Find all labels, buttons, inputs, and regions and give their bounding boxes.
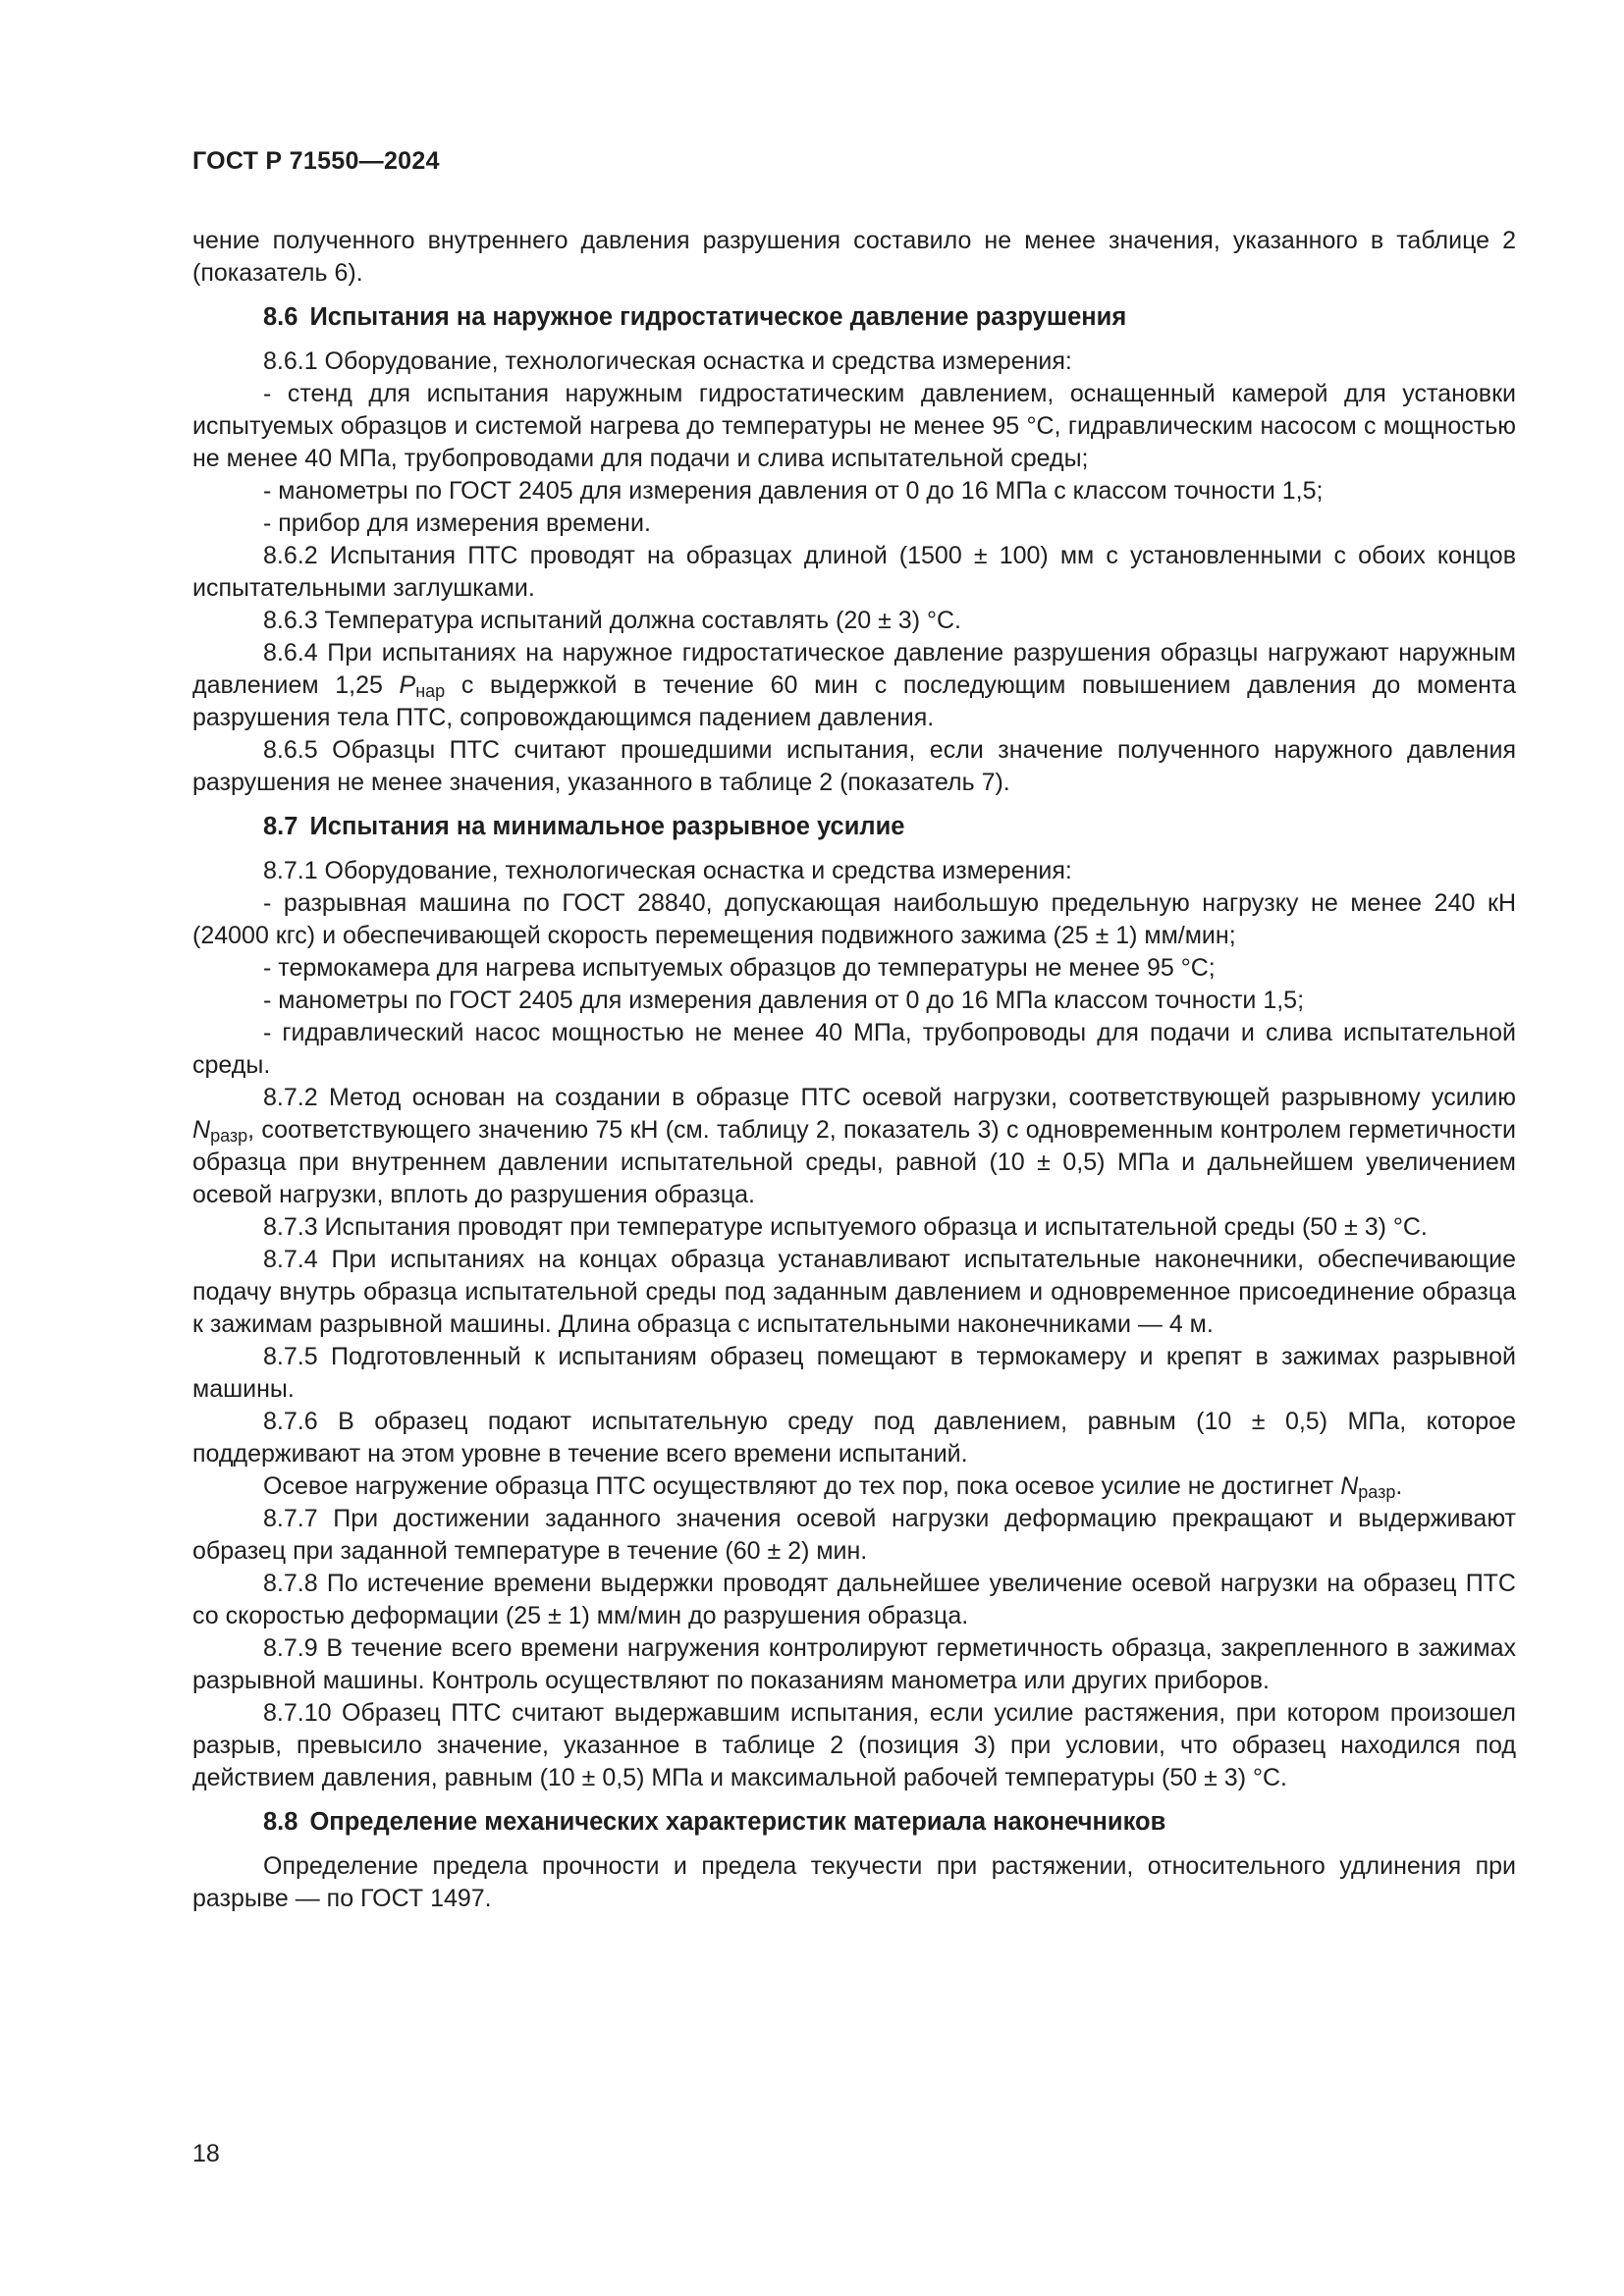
force-subscript: разр <box>210 1126 248 1146</box>
section-8-8-heading <box>192 1806 1516 1839</box>
clause-8-6-2: 8.6.2 Испытания ПТС проводят на образцах длиной (1500 ± 100) мм с установленными с обоих концов испытательными заглушками. <box>192 542 1516 602</box>
section-8-6-heading <box>192 301 1516 334</box>
section-title: Испытания на минимальное разрывное усилие <box>309 813 905 840</box>
force-symbol: N <box>1340 1472 1359 1500</box>
clause-8-7-8: 8.7.8 По истечение времени выдержки проводят дальнейшее увеличение осевой нагрузки на образец ПТС со скоростью деформации (25 ± 1) мм/мин до разрушения образца. <box>192 1570 1516 1629</box>
clause-8-6-4 <box>192 637 1516 734</box>
clause-8-8-text: Определение предела прочности и предела текучести при растяжении, относительного удлинения при разрыве — по ГОСТ 1497. <box>192 1852 1516 1912</box>
clause-8-7-6-continuation <box>192 1470 1516 1503</box>
clause-8-7-4: 8.7.4 При испытаниях на концах образца устанавливают испытательные наконечники, обеспечивающие подачу внутрь образца испытательной среды под заданным давлением и одновременное присоединение образца к зажимам разрывной машины. Длина образца с испытательными наконечниками — 4 м. <box>192 1246 1516 1338</box>
section-number: 8.7 <box>263 813 298 840</box>
list-item: - манометры по ГОСТ 2405 для измерения давления от 0 до 16 МПа классом точности 1,5; <box>263 987 1305 1014</box>
clause-8-7-5: 8.7.5 Подготовленный к испытаниям образец помещают в термокамеру и крепят в зажимах разрывной машины. <box>192 1343 1516 1403</box>
force-subscript: разр <box>1358 1482 1396 1502</box>
section-number: 8.8 <box>263 1808 298 1836</box>
section-title: Испытания на наружное гидростатическое давление разрушения <box>309 303 1127 331</box>
clause-text: Осевое нагружение образца ПТС осуществляют до тех пор, пока осевое усилие не достигнет <box>263 1472 1334 1500</box>
clause-8-7-10: 8.7.10 Образец ПТС считают выдержавшим испытания, если усилие растяжения, при котором произошел разрыв, превысило значение, указанное в таблице 2 (позиция 3) при условии, что образец находился под действием давления, равным (10 ± 0,5) МПа и максимальной рабочей температуры (50 ± 3) °С. <box>192 1699 1516 1791</box>
list-item: - прибор для измерения времени. <box>263 509 651 537</box>
clause-8-6-3: 8.6.3 Температура испытаний должна составлять (20 ± 3) °С. <box>263 607 961 634</box>
list-item: - гидравлический насос мощностью не менее 40 МПа, трубопроводы для подачи и слива испытательной среды. <box>192 1019 1516 1079</box>
document-header: ГОСТ Р 71550—2024 <box>192 147 440 175</box>
clause-8-7-2 <box>192 1082 1516 1211</box>
clause-8-7-1: 8.7.1 Оборудование, технологическая оснастка и средства измерения: <box>263 857 1072 884</box>
clause-8-7-7: 8.7.7 При достижении заданного значения осевой нагрузки деформацию прекращают и выдерживают образец при заданной температуре в течение (60 ± 2) мин. <box>192 1505 1516 1565</box>
continuation-paragraph: чение полученного внутреннего давления разрушения составило не менее значения, указанного в таблице 2 (показатель 6). <box>192 227 1516 287</box>
clause-8-7-9: 8.7.9 В течение всего времени нагружения контролируют герметичность образца, закрепленного в зажимах разрывной машины. Контроль осуществляют по показаниям манометра или других приборов. <box>192 1634 1516 1694</box>
pressure-subscript: нар <box>415 681 446 701</box>
clause-text: 8.6.4 При испытаниях на наружное гидростатическое давление разрушения образцы нагружают наружным давлением 1,25 <box>192 639 1516 699</box>
clause-8-6-1: 8.6.1 Оборудование, технологическая оснастка и средства измерения: <box>263 347 1072 375</box>
clause-8-7-3: 8.7.3 Испытания проводят при температуре испытуемого образца и испытательной среды (50 ± 3) °С. <box>263 1213 1428 1241</box>
clause-text: с выдержкой в течение 60 мин с последующим повышением давления до момента разрушения тела ПТС, сопровождающимся падением давления. <box>192 671 1517 731</box>
clause-8-7-6: 8.7.6 В образец подают испытательную среду под давлением, равным (10 ± 0,5) МПа, которое поддерживают на этом уровне в течение всего времени испытаний. <box>192 1408 1516 1468</box>
force-symbol: N <box>192 1116 211 1144</box>
section-title: Определение механических характеристик материала наконечников <box>309 1808 1166 1836</box>
clause-text: 8.7.2 Метод основан на создании в образце ПТС осевой нагрузки, соответствующей разрывному усилию <box>263 1084 1516 1111</box>
clause-8-6-5: 8.6.5 Образцы ПТС считают прошедшими испытания, если значение полученного наружного давления разрушения не менее значения, указанного в таблице 2 (показатель 7). <box>192 736 1516 796</box>
page-number: 18 <box>192 2140 220 2167</box>
pressure-symbol: P <box>399 671 416 699</box>
document-page <box>192 147 1516 1915</box>
section-number: 8.6 <box>263 303 298 331</box>
list-item: - манометры по ГОСТ 2405 для измерения давления от 0 до 16 МПа с классом точности 1,5; <box>263 477 1324 505</box>
list-item: - термокамера для нагрева испытуемых образцов до температуры не менее 95 °С; <box>263 954 1216 982</box>
section-8-7-heading <box>192 811 1516 843</box>
clause-text: , соответствующего значению 75 кН (см. таблицу 2, показатель 3) с одновременным контролем герметичности образца при внутреннем давлении испытательной среды, равной (10 ± 0,5) МПа и дальнейшем увеличением осевой нагрузки, вплоть до разрушения образца. <box>192 1116 1516 1208</box>
list-item: - стенд для испытания наружным гидростатическим давлением, оснащенный камерой для установки испытуемых образцов и системой нагрева до температуры не менее 95 °С, гидравлическим насосом с мощностью не менее 40 МПа, трубопроводами для подачи и слива испытательной среды; <box>192 380 1516 472</box>
list-item: - разрывная машина по ГОСТ 28840, допускающая наибольшую предельную нагрузку не менее 240 кН (24000 кгс) и обеспечивающей скорость перемещения подвижного зажима (25 ± 1) мм/мин; <box>192 889 1516 949</box>
clause-text: . <box>1395 1472 1403 1500</box>
